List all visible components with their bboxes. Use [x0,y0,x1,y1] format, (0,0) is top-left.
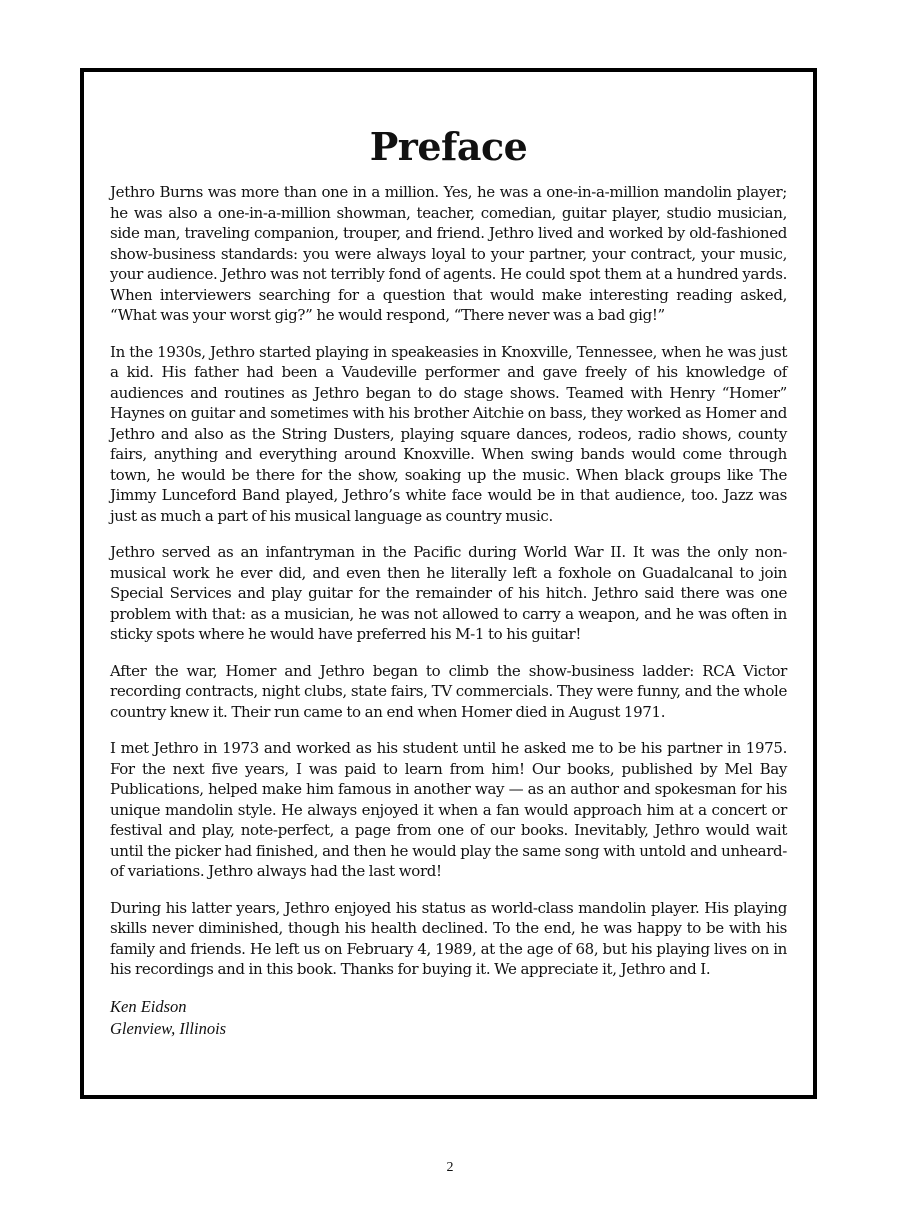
paragraph: In the 1930s, Jethro started playing in speakeasies in Knoxville, Tennessee, when he was just a kid. His father had been a Vaudeville performer and gave freely of his knowledge of audiences and routines as Jethro began to do stage shows. Teamed with Henry “Homer” Haynes on guitar and sometimes with his brother Aitchie on bass, they worked as Homer and Jethro and also as the String Dusters, playing square dances, rodeos, radio shows, county fairs, anything and everything around Knoxville. When swing bands would come through town, he would be there for the show, soaking up the music. When black groups like The Jimmy Lunceford Band played, Jethro’s white face would be in that audience, too. Jazz was just as much a part of his musical language as country music. [110,342,787,525]
paragraph: After the war, Homer and Jethro began to climb the show-business ladder: RCA Victor recording contracts, night clubs, state fairs, TV commercials. They were funny, and the whole country knew it. Their run came to an end when Homer died in August 1971. [110,661,787,721]
page-number: 2 [446,1160,454,1175]
paragraph: Jethro served as an infantryman in the Pacific during World War II. It was the only non-musical work he ever did, and even then he literally left a foxhole on Guadalcanal to join Special Services and play guitar for the remainder of his hitch. Jethro said there was one problem with that: as a musician, he was not allowed to carry a weapon, and he was often in sticky spots where he would have preferred his M-1 to his guitar! [110,543,787,643]
paragraph: During his latter years, Jethro enjoyed his status as world-class mandolin player. His playing skills never diminished, though his health declined. To the end, he was happy to be with his family and friends. He left us on February 4, 1989, at the age of 68, but his playing lives on in his recordings and in this book. Thanks for buying it. We appreciate it, Jethro and I. [110,898,787,978]
preface-body [110,182,787,1040]
page-frame [80,68,817,1099]
paragraph: Jethro Burns was more than one in a million. Yes, he was a one-in-a-million mandolin player; he was also a one-in-a-million showman, teacher, comedian, guitar player, studio musician, side man, traveling companion, trouper, and friend. Jethro lived and worked by old-fashioned show-business standards: you were always loyal to your partner, your contract, your music, your audience. Jethro was not terribly fond of agents. He could spot them at a hundred yards. When interviewers searching for a question that would make interesting reading asked, “What was your worst gig?” he would respond, “There never was a bad gig!” [110,183,787,324]
signature-location: Glenview, Illinois [110,1018,227,1038]
signature-name: Ken Eidson [110,996,187,1016]
paragraph: I met Jethro in 1973 and worked as his student until he asked me to be his partner in 1975. For the next five years, I was paid to learn from him! Our books, published by Mel Bay Publications, helped make him famous in another way — as an author and spokesman for his unique mandolin style. He always enjoyed it when a fan would approach him at a concert or festival and play, note-perfect, a page from one of our books. Inevitably, Jethro would wait until the picker had finished, and then he would play the same song with untold and unheard-of variations. Jethro always had the last word! [110,739,787,880]
page-title: Preface [369,124,528,169]
